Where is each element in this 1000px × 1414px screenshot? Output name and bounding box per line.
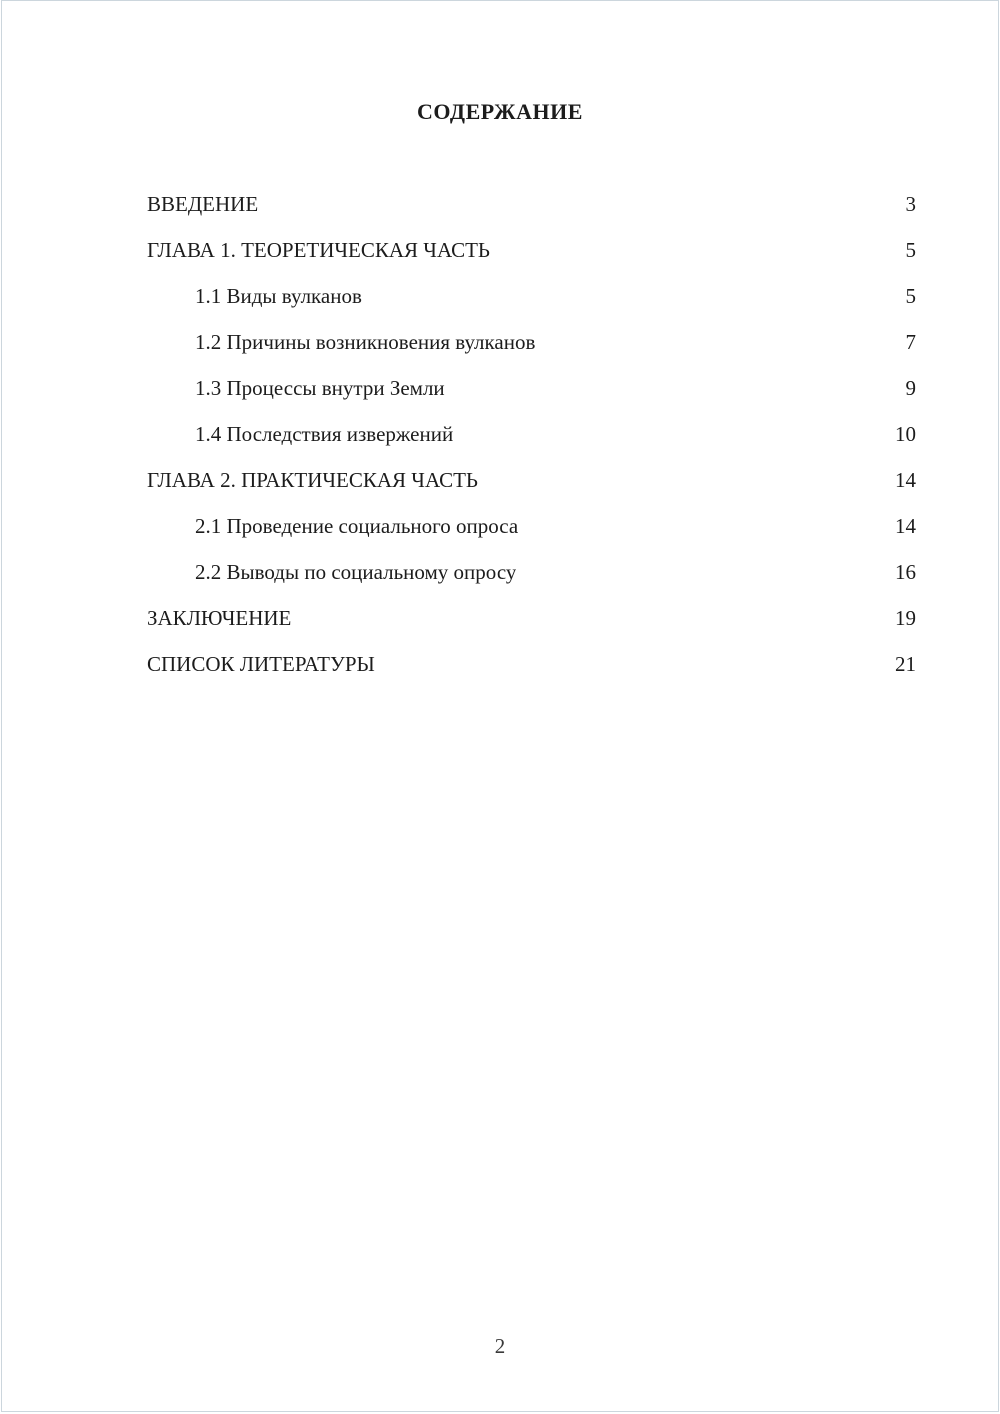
toc-entry xyxy=(147,181,916,227)
toc-entry xyxy=(147,503,916,549)
toc-entry-label: 2.2 Выводы по социальному опросу xyxy=(195,560,517,584)
toc-entry-label: ЗАКЛЮЧЕНИЕ xyxy=(147,606,292,630)
toc-entry-label: 1.1 Виды вулканов xyxy=(195,284,362,308)
toc-entry-page: 5 xyxy=(905,238,916,262)
toc-entry xyxy=(147,411,916,457)
toc-entry xyxy=(147,227,916,273)
toc-entry-label: ГЛАВА 1. ТЕОРЕТИЧЕСКАЯ ЧАСТЬ xyxy=(147,238,490,262)
toc-entry-label: 1.2 Причины возникновения вулканов xyxy=(195,330,536,354)
toc-entry-page: 5 xyxy=(905,284,916,308)
page-number: 2 xyxy=(494,1334,506,1358)
toc-entry-page: 14 xyxy=(895,468,916,492)
toc-entry-page: 19 xyxy=(895,606,916,630)
toc-list xyxy=(2,181,998,687)
toc-entry-label: 1.4 Последствия извержений xyxy=(195,422,454,446)
document-page xyxy=(1,0,999,1412)
toc-entry xyxy=(147,319,916,365)
toc-entry-page: 10 xyxy=(895,422,916,446)
toc-entry xyxy=(147,273,916,319)
toc-entry-page: 14 xyxy=(895,514,916,538)
toc-entry xyxy=(147,365,916,411)
toc-entry xyxy=(147,549,916,595)
toc-entry xyxy=(147,595,916,641)
toc-entry-page: 7 xyxy=(905,330,916,354)
toc-entry-label: СПИСОК ЛИТЕРАТУРЫ xyxy=(147,652,375,676)
toc-title: СОДЕРЖАНИЕ xyxy=(417,99,583,124)
toc-entry xyxy=(147,457,916,503)
toc-entry-label: ГЛАВА 2. ПРАКТИЧЕСКАЯ ЧАСТЬ xyxy=(147,468,478,492)
toc-entry-label: 2.1 Проведение социального опроса xyxy=(195,514,519,538)
toc-entry-page: 9 xyxy=(905,376,916,400)
toc-entry-page: 21 xyxy=(895,652,916,676)
toc-entry xyxy=(147,641,916,687)
toc-entry-page: 3 xyxy=(905,192,916,216)
toc-entry-page: 16 xyxy=(895,560,916,584)
toc-entry-label: ВВЕДЕНИЕ xyxy=(147,192,259,216)
toc-entry-label: 1.3 Процессы внутри Земли xyxy=(195,376,445,400)
